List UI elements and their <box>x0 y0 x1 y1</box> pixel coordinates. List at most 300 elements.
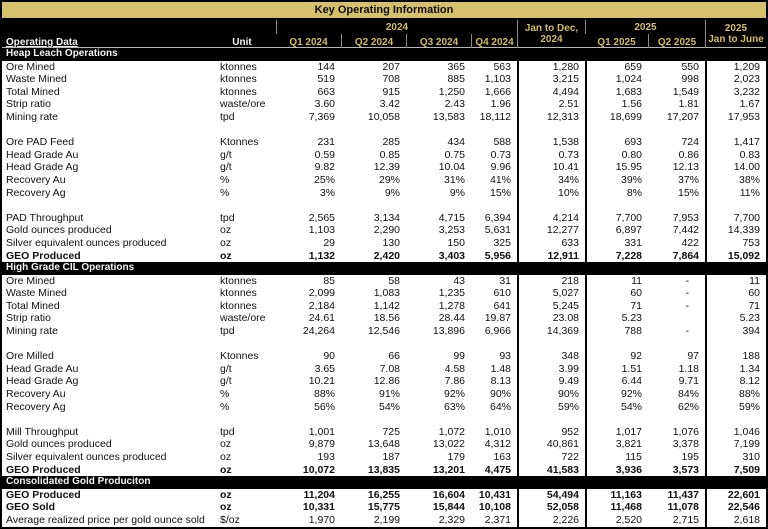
value-cell: 3,573 <box>672 463 699 476</box>
value-cell: 11,437 <box>667 488 699 501</box>
jan-to-june-line1: 2025 <box>724 23 748 34</box>
row-unit: oz <box>220 224 232 237</box>
value-cell: 14,339 <box>705 224 766 237</box>
value-cell: 12,313 <box>517 111 585 124</box>
value-cell: 15,092 <box>705 250 766 263</box>
value-cell: 1.81 <box>678 98 699 111</box>
value-cell: 13,896 <box>432 325 465 338</box>
row-unit: ktonnes <box>220 299 257 312</box>
value-cell: 4,494 <box>517 86 585 99</box>
value-cell: 1,278 <box>438 299 465 312</box>
table-row <box>2 451 766 464</box>
value-cell: 28.44 <box>438 312 465 325</box>
value-cell: 22,601 <box>705 489 766 502</box>
value-cell: 3,403 <box>438 249 465 262</box>
row-unit: tpd <box>220 325 235 338</box>
column-header-q2-2024: Q2 2024 <box>341 34 406 48</box>
value-cell: 5.23 <box>705 312 766 325</box>
section-header: Heap Leach Operations <box>2 48 766 61</box>
value-cell: 2.51 <box>517 98 585 111</box>
value-cell: 331 <box>585 237 648 250</box>
table-header <box>2 20 766 48</box>
value-cell: 3.42 <box>379 98 400 111</box>
value-cell: 2,715 <box>672 513 699 526</box>
value-cell: 54% <box>585 401 648 414</box>
value-cell: 12,911 <box>517 250 585 263</box>
row-label: Recovery Au <box>6 173 66 186</box>
value-cell: 1,280 <box>517 61 585 74</box>
value-cell: 0.59 <box>314 148 335 161</box>
value-cell: 218 <box>517 275 585 288</box>
table-row <box>2 86 766 99</box>
jan-to-dec-line2: 2024 <box>540 34 563 45</box>
value-cell: 2,184 <box>308 299 335 312</box>
spacer-row <box>2 413 766 426</box>
value-cell: 11,078 <box>667 501 699 514</box>
value-cell: 11,468 <box>585 501 648 514</box>
value-cell: 998 <box>681 73 699 86</box>
value-cell: - <box>685 299 689 312</box>
value-cell: 325 <box>493 236 511 249</box>
value-cell <box>406 338 471 351</box>
column-group-2024: 2024 <box>276 20 517 34</box>
value-cell: 434 <box>447 136 465 149</box>
row-unit <box>208 338 276 351</box>
value-cell: 18,112 <box>479 110 511 123</box>
row-unit <box>208 199 276 212</box>
value-cell: 9% <box>449 186 465 199</box>
value-cell: 6,394 <box>484 211 511 224</box>
column-header-q4-2024: Q4 2024 <box>471 34 517 48</box>
table-row <box>2 61 766 74</box>
value-cell: 3.99 <box>517 363 585 376</box>
value-cell <box>585 124 648 137</box>
value-cell: 54% <box>378 400 400 413</box>
value-cell: 4,214 <box>517 212 585 225</box>
value-cell: 88% <box>705 388 766 401</box>
value-cell: 1,017 <box>585 426 648 439</box>
value-cell <box>585 338 648 351</box>
value-cell: 2,565 <box>308 211 335 224</box>
value-cell: 15% <box>489 186 511 199</box>
value-cell: 1.48 <box>490 362 511 375</box>
row-unit: g/t <box>220 148 232 161</box>
value-cell <box>648 312 705 325</box>
value-cell: 88% <box>313 388 335 401</box>
value-cell <box>406 199 471 212</box>
value-cell <box>705 338 766 351</box>
value-cell <box>341 338 406 351</box>
value-cell: 0.73 <box>517 149 585 162</box>
row-label: Recovery Au <box>6 388 66 401</box>
value-cell: 6,966 <box>484 325 511 338</box>
value-cell: 10.21 <box>308 375 335 388</box>
value-cell: 5,245 <box>517 300 585 313</box>
row-label: Recovery Ag <box>6 186 66 199</box>
column-header-q2-2025: Q2 2025 <box>648 34 705 48</box>
value-cell <box>648 199 705 212</box>
value-cell: 10,072 <box>302 463 335 476</box>
value-cell: 2,023 <box>705 73 766 86</box>
section-header: High Grade CIL Operations <box>2 262 766 275</box>
value-cell <box>341 199 406 212</box>
value-cell: 7,700 <box>585 212 648 225</box>
value-cell: 93 <box>499 350 511 363</box>
value-cell: 722 <box>517 451 585 464</box>
row-unit: g/t <box>220 375 232 388</box>
value-cell: 13,022 <box>432 438 465 451</box>
value-cell: 90% <box>489 388 511 401</box>
table-row <box>2 111 766 124</box>
value-cell: 1,142 <box>373 299 400 312</box>
row-label: Gold ounces produced <box>6 224 112 237</box>
value-cell <box>471 413 517 426</box>
value-cell: 550 <box>681 60 699 73</box>
row-label: Mining rate <box>6 110 58 123</box>
column-header-q1-2024: Q1 2024 <box>289 37 328 48</box>
value-cell: 708 <box>382 73 400 86</box>
table-row <box>2 149 766 162</box>
row-label: Head Grade Au <box>6 148 79 161</box>
row-label: Recovery Ag <box>6 400 66 413</box>
value-cell: 85 <box>323 274 335 287</box>
value-cell: 1.51 <box>585 363 648 376</box>
value-cell: 59% <box>517 401 585 414</box>
value-cell: 90% <box>517 388 585 401</box>
value-cell: 19.87 <box>484 312 511 325</box>
column-header-unit: Unit <box>232 37 252 48</box>
row-unit: ktonnes <box>220 60 257 73</box>
value-cell: 10.41 <box>517 161 585 174</box>
row-unit <box>208 124 276 137</box>
value-cell: 1,538 <box>517 136 585 149</box>
row-unit: % <box>220 388 230 401</box>
value-cell: 10% <box>517 187 585 200</box>
value-cell: 610 <box>493 287 511 300</box>
value-cell: 195 <box>681 451 699 463</box>
value-cell: 588 <box>493 136 511 149</box>
value-cell: 10.04 <box>438 161 465 174</box>
value-cell: 4,475 <box>484 463 511 476</box>
value-cell: 3,232 <box>705 86 766 99</box>
row-unit: tpd <box>220 211 235 224</box>
value-cell: 15,844 <box>432 501 465 514</box>
value-cell: 563 <box>493 60 511 73</box>
value-cell: 62% <box>677 400 699 413</box>
value-cell: 10,058 <box>367 110 400 123</box>
table-row <box>2 250 766 263</box>
row-unit: oz <box>220 236 232 249</box>
value-cell: 43 <box>453 274 465 287</box>
value-cell: 285 <box>382 136 400 149</box>
jan-to-dec-line1: Jan to Dec, <box>524 23 579 34</box>
value-cell <box>517 199 585 212</box>
table-row <box>2 489 766 502</box>
value-cell: 422 <box>681 236 699 249</box>
spacer-row <box>2 124 766 137</box>
value-cell: 3.60 <box>314 98 335 111</box>
value-cell: 15,775 <box>367 501 400 514</box>
row-unit: oz <box>220 463 232 476</box>
row-label: Silver equivalent ounces produced <box>6 236 167 249</box>
table-row <box>2 136 766 149</box>
value-cell: 10,331 <box>302 501 335 514</box>
value-cell: 0.80 <box>585 149 648 162</box>
section-header: Consolidated Gold Produciton <box>2 476 766 489</box>
table-row <box>2 401 766 414</box>
value-cell: 92% <box>443 388 465 401</box>
value-cell: 1,103 <box>484 73 511 86</box>
value-cell: 310 <box>705 451 766 464</box>
value-cell: 59% <box>705 401 766 414</box>
table-row <box>2 237 766 250</box>
value-cell: 24.61 <box>308 312 335 325</box>
value-cell: 3,215 <box>517 73 585 86</box>
value-cell <box>585 413 648 426</box>
value-cell: 63% <box>443 400 465 413</box>
value-cell: 11,163 <box>585 489 648 502</box>
value-cell: 37% <box>677 173 699 186</box>
value-cell: 12.39 <box>373 161 400 174</box>
value-cell: 10,431 <box>478 488 511 501</box>
value-cell: 231 <box>317 136 335 149</box>
value-cell: 18.56 <box>373 312 400 325</box>
row-unit: ktonnes <box>220 85 257 98</box>
row-label: GEO Produced <box>6 249 81 262</box>
value-cell: - <box>685 287 689 300</box>
value-cell: 641 <box>493 299 511 312</box>
value-cell <box>276 124 341 137</box>
row-label: Head Grade Au <box>6 362 79 375</box>
value-cell: 7,369 <box>308 110 335 123</box>
value-cell: 2,226 <box>517 514 585 527</box>
table-row <box>2 161 766 174</box>
value-cell: 519 <box>317 73 335 86</box>
value-cell: 14.00 <box>705 161 766 174</box>
row-label: Total Mined <box>6 85 60 98</box>
value-cell: 24,264 <box>302 325 335 338</box>
value-cell: 13,648 <box>367 438 400 451</box>
spacer-row <box>2 199 766 212</box>
row-unit: % <box>220 400 230 413</box>
table-title-bar <box>2 2 766 20</box>
value-cell: 18,699 <box>585 111 648 124</box>
table-row <box>2 501 766 514</box>
value-cell: 753 <box>705 237 766 250</box>
table-row <box>2 98 766 111</box>
value-cell: 2,520 <box>585 514 648 527</box>
value-cell <box>406 413 471 426</box>
value-cell: 2,099 <box>308 287 335 300</box>
value-cell: 11 <box>705 275 766 288</box>
table-row <box>2 426 766 439</box>
value-cell <box>648 124 705 137</box>
table-row <box>2 224 766 237</box>
value-cell: 1,417 <box>705 136 766 149</box>
value-cell: 348 <box>517 350 585 363</box>
value-cell: 12.13 <box>672 161 699 174</box>
value-cell: 663 <box>317 85 335 98</box>
value-cell: 11 <box>585 275 648 288</box>
value-cell: 52,058 <box>517 501 585 514</box>
value-cell <box>705 413 766 426</box>
value-cell: - <box>685 325 689 338</box>
value-cell: 84% <box>677 388 699 401</box>
value-cell: 10,108 <box>478 501 511 514</box>
value-cell: 1,666 <box>484 85 511 98</box>
row-label: Waste Mined <box>6 73 67 86</box>
row-unit <box>208 413 276 426</box>
row-label: PAD Throughput <box>6 211 84 224</box>
row-unit: tpd <box>220 110 235 123</box>
row-unit: % <box>220 186 230 199</box>
value-cell: 365 <box>447 60 465 73</box>
value-cell: 788 <box>585 325 648 338</box>
row-label: GEO Produced <box>6 488 81 501</box>
value-cell: 1.56 <box>585 98 648 111</box>
value-cell: 693 <box>585 136 648 149</box>
value-cell: 2,618 <box>705 514 766 527</box>
value-cell: 394 <box>705 325 766 338</box>
column-group-2025: 2025 <box>585 20 705 34</box>
row-label <box>2 199 208 212</box>
value-cell: 150 <box>447 236 465 249</box>
value-cell: 633 <box>517 237 585 250</box>
value-cell: 1,076 <box>672 425 699 438</box>
value-cell: 8% <box>585 187 648 200</box>
value-cell: 7,199 <box>705 438 766 451</box>
row-label <box>2 413 208 426</box>
value-cell: 56% <box>313 400 335 413</box>
value-cell: 15% <box>677 186 699 199</box>
value-cell: 187 <box>382 451 400 463</box>
table-row <box>2 375 766 388</box>
table-title: Key Operating Information <box>314 4 454 16</box>
value-cell: 7.86 <box>444 375 465 388</box>
table-row <box>2 438 766 451</box>
row-label: Mining rate <box>6 325 58 338</box>
value-cell: 7,700 <box>705 212 766 225</box>
value-cell: 0.85 <box>379 148 400 161</box>
row-label: Strip ratio <box>6 312 51 325</box>
table-row <box>2 300 766 313</box>
value-cell: 1,103 <box>308 224 335 237</box>
value-cell: 29 <box>323 236 335 249</box>
value-cell: 193 <box>317 451 335 463</box>
value-cell: 1.18 <box>678 362 699 375</box>
value-cell: 952 <box>517 426 585 439</box>
table-row <box>2 363 766 376</box>
row-unit: g/t <box>220 161 232 174</box>
value-cell: 16,255 <box>367 488 400 501</box>
value-cell: 17,207 <box>666 110 699 123</box>
value-cell: 3,936 <box>585 464 648 477</box>
value-cell: 2,199 <box>373 513 400 526</box>
row-label: Silver equivalent ounces produced <box>6 451 167 463</box>
value-cell: 9.71 <box>678 375 699 388</box>
value-cell: 13,835 <box>367 463 400 476</box>
row-label: GEO Produced <box>6 463 81 476</box>
row-unit: ktonnes <box>220 287 257 300</box>
value-cell: 163 <box>493 451 511 463</box>
value-cell: 29% <box>378 173 400 186</box>
row-unit: oz <box>220 249 232 262</box>
column-header-q3-2024: Q3 2024 <box>406 34 471 48</box>
value-cell: 130 <box>382 236 400 249</box>
value-cell <box>517 124 585 137</box>
value-cell: 1,072 <box>438 425 465 438</box>
value-cell: 8.12 <box>705 375 766 388</box>
value-cell: 1,001 <box>308 425 335 438</box>
row-unit: % <box>220 173 230 186</box>
value-cell: 3,378 <box>672 438 699 451</box>
value-cell: 15.95 <box>585 161 648 174</box>
column-header-jan-to-june-2025 <box>705 20 766 48</box>
value-cell: 64% <box>489 400 511 413</box>
row-label: Average realized price per gold ounce sold <box>6 513 205 526</box>
value-cell: 5,027 <box>517 287 585 300</box>
value-cell <box>648 338 705 351</box>
value-cell: 1,549 <box>672 85 699 98</box>
row-label: Mill Throughput <box>6 425 79 438</box>
value-cell: 13,201 <box>432 463 465 476</box>
table-row <box>2 312 766 325</box>
value-cell: 1.96 <box>490 98 511 111</box>
value-cell: 659 <box>585 61 648 74</box>
value-cell: 71 <box>585 300 648 313</box>
value-cell <box>341 413 406 426</box>
value-cell: 40,861 <box>517 438 585 451</box>
value-cell: 1,083 <box>373 287 400 300</box>
value-cell: 1,683 <box>585 86 648 99</box>
table-row <box>2 212 766 225</box>
value-cell: 2,371 <box>484 513 511 526</box>
row-label: Head Grade Ag <box>6 161 79 174</box>
value-cell: 188 <box>705 350 766 363</box>
table-row <box>2 350 766 363</box>
row-label: Ore Mined <box>6 60 56 73</box>
row-unit: ktonnes <box>220 274 257 287</box>
value-cell: 11% <box>705 187 766 200</box>
value-cell: 2,420 <box>373 249 400 262</box>
value-cell: 7,953 <box>672 211 699 224</box>
value-cell: 41% <box>489 173 511 186</box>
value-cell <box>648 413 705 426</box>
row-label: Total Mined <box>6 299 60 312</box>
column-header-operating-data: Operating Data <box>6 37 78 48</box>
value-cell: 4.58 <box>444 362 465 375</box>
value-cell: 7.08 <box>379 362 400 375</box>
row-label: Head Grade Ag <box>6 375 79 388</box>
value-cell <box>276 338 341 351</box>
value-cell: 17,953 <box>705 111 766 124</box>
value-cell: 1.67 <box>705 98 766 111</box>
value-cell: 6,897 <box>585 224 648 237</box>
row-unit: waste/ore <box>220 312 266 325</box>
row-unit: oz <box>220 488 232 501</box>
value-cell: 1,250 <box>438 85 465 98</box>
value-cell: 725 <box>382 425 400 438</box>
value-cell: 115 <box>585 451 648 464</box>
table-body <box>2 48 766 527</box>
value-cell: 41,583 <box>517 464 585 477</box>
value-cell: 0.83 <box>705 149 766 162</box>
value-cell: 9.82 <box>314 161 335 174</box>
value-cell: 60 <box>705 287 766 300</box>
value-cell: 71 <box>705 300 766 313</box>
spacer-row <box>2 338 766 351</box>
value-cell: 6.44 <box>585 375 648 388</box>
